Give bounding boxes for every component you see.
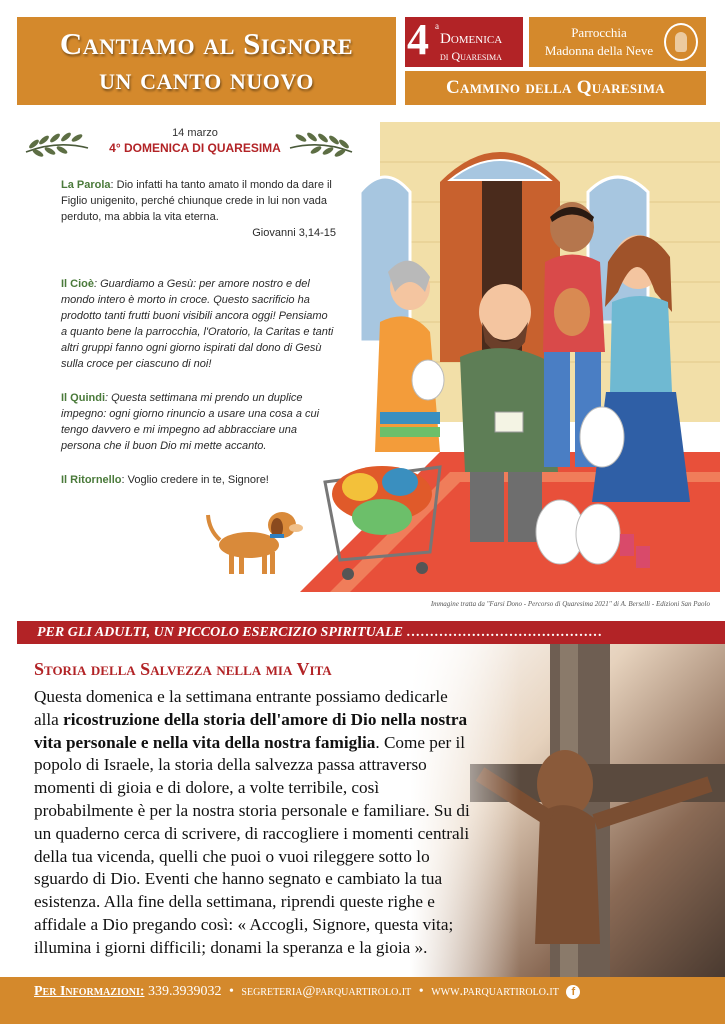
adults-exercise-band: PER GLI ADULTI, UN PICCOLO ESERCIZIO SPIRITUALE …………………………………… xyxy=(17,621,725,644)
parish-box xyxy=(529,17,706,67)
quindi-text: : Questa settimana mi prendo un duplice impegno: ogni giorno rinuncio a usare una cosa a cui tengo davvero e mi impegno ad abbracciare una persona che il buon Dio mi mette accanto. xyxy=(61,392,320,452)
section-cioe xyxy=(61,276,336,372)
parola-label: La Parola xyxy=(61,179,111,191)
footer xyxy=(0,977,725,1024)
story-text-part1: Questa domenica e la settimana entrante possiamo dedicarle alla xyxy=(34,687,448,729)
parish-line-1: Parrocchia xyxy=(571,25,627,40)
dog-illustration xyxy=(204,500,314,580)
cammino-banner: Cammino della Quaresima xyxy=(405,71,706,105)
footer-email[interactable]: segreteria@parquartirolo.it xyxy=(241,984,412,999)
footer-bullet-1: • xyxy=(229,984,234,999)
date-day: 14 marzo xyxy=(172,127,218,139)
cioe-text: : Guardiamo a Gesù: per amore nostro e del mondo intero è morto in croce. Questo sacrificio ha prodotto tanti frutti buoni visibili ancora oggi! Pensiamo a quanto bene la parrocchia, l'Oratorio, la Caritas e tanti altri gruppi fanno ogni giorno ispirati dal dono di Gesù sulla croce per ciascuno di noi! xyxy=(61,278,334,370)
ritornello-label: Il Ritornello xyxy=(61,474,122,486)
sunday-badge xyxy=(405,17,523,67)
badge-number: 4 xyxy=(407,15,429,64)
section-parola xyxy=(61,177,336,241)
badge-superscript: a xyxy=(435,21,439,31)
badge-quaresima: di Quaresima xyxy=(440,49,502,63)
title-line-1: Cantiamo al Signore xyxy=(59,26,354,61)
section-quindi xyxy=(61,390,336,454)
section-ritornello xyxy=(61,472,336,488)
parola-text: : Dio infatti ha tanto amato il mondo da dare il Figlio unigenito, perché chiunque crede in lui non vada perduto, ma abbia la vita eterna. xyxy=(61,179,332,223)
story-text-part2: . Come per il popolo di Israele, la storia della salvezza passa attraverso momenti di gioia e di dolore, a volte terribile, così probabilmente è per la nostra storia personale e familiare. Su di un quaderno cerca di scrivere, di raccogliere i momenti centrali della tua vicenda, quelli che puoi o vuoi rileggere sotto lo sguardo di Dio. Eventi che hanno segnato e cambiato la tua esistenza. Alla fine della settimana, riprendi queste righe e affidale a Dio pregando così: « Accogli, Signore, questa vita; illumina i giorni difficili; donami la speranza e la gioia ». xyxy=(34,732,470,957)
parish-line-2: Madonna della Neve xyxy=(544,43,654,58)
story-title: Storia della Salvezza nella mia Vita xyxy=(34,659,332,679)
footer-phone[interactable]: 339.3939032 xyxy=(148,984,222,999)
laurel-left-icon xyxy=(22,122,92,160)
badge-domenica: Domenica xyxy=(440,31,503,47)
story-text xyxy=(34,686,474,960)
date-title: 4° DOMENICA DI QUARESIMA xyxy=(109,141,281,155)
footer-bullet-2: • xyxy=(418,984,424,999)
cioe-label: Il Cioè xyxy=(61,278,95,290)
footer-label: Per Informazioni: xyxy=(34,984,145,999)
story-text-bold: ricostruzione della storia dell'amore di Dio nella nostra vita personale e nella vita della nostra famiglia xyxy=(34,709,468,752)
header-title-box xyxy=(17,17,396,105)
charity-illustration xyxy=(300,122,720,592)
date-block xyxy=(90,127,300,155)
image-caption: Immagine tratta da "Farsi Dono - Percorso di Quaresima 2021" di A. Berselli - Edizioni San Paolo xyxy=(430,600,710,608)
facebook-icon[interactable]: f xyxy=(566,985,580,999)
madonna-logo-icon xyxy=(664,23,698,61)
ritornello-text: : Voglio credere in te, Signore! xyxy=(121,474,269,486)
quindi-label: Il Quindi xyxy=(61,392,105,404)
footer-website[interactable]: www.parquartirolo.it xyxy=(431,984,559,999)
title-line-2: un canto nuovo xyxy=(99,61,314,96)
parola-reference: Giovanni 3,14-15 xyxy=(252,227,336,239)
